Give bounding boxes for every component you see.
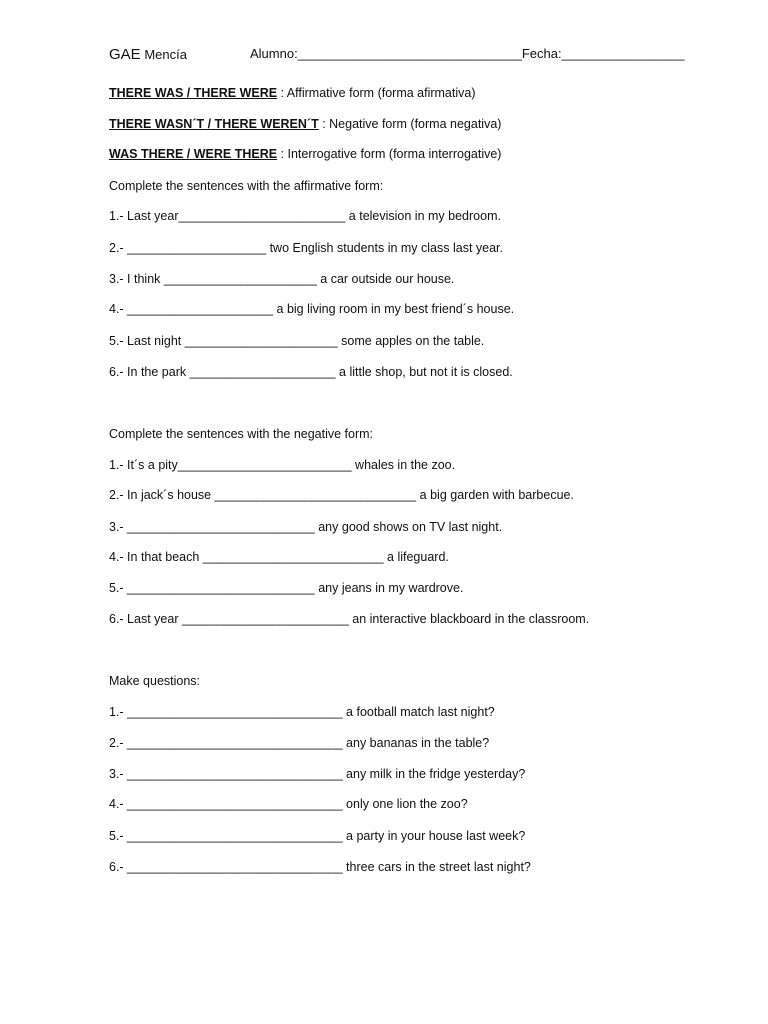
form-key: THERE WASN´T / THERE WEREN´T [109, 117, 319, 131]
form-desc: : Affirmative form (forma afirmativa) [277, 86, 476, 100]
exercise-item: 1.- It´s a pity_________________________ whales in the zoo. [109, 458, 456, 472]
exercise-item: 2.- In jack´s house _____________________________ a big garden with barbecue. [109, 488, 574, 502]
student-label: Alumno: [250, 46, 298, 61]
exercise-item: 6.- In the park _____________________ a little shop, but not it is closed. [109, 365, 513, 379]
exercise-item: 2.- ____________________ two English students in my class last year. [109, 241, 504, 255]
exercise-item: 2.- _______________________________ any bananas in the table? [109, 736, 490, 750]
exercise-item: 4.- In that beach __________________________ a lifeguard. [109, 550, 449, 564]
exercise-item: 6.- _______________________________ three cars in the street last night? [109, 860, 531, 874]
school-name: Mencía [144, 47, 187, 62]
student-field [250, 46, 685, 61]
student-blank[interactable]: _______________________________ [297, 46, 522, 61]
exercise-item: 3.- ___________________________ any good shows on TV last night. [109, 520, 503, 534]
form-affirmative [109, 86, 476, 100]
exercise-item: 6.- Last year ________________________ an interactive blackboard in the classroom. [109, 612, 590, 626]
date-blank[interactable]: _________________ [561, 46, 685, 61]
exercise-item: 1.- _______________________________ a football match last night? [109, 705, 495, 719]
section-instruction: Complete the sentences with the affirmative form: [109, 179, 384, 193]
exercise-item: 5.- Last night ______________________ some apples on the table. [109, 334, 485, 348]
exercise-item: 5.- ___________________________ any jeans in my wardrove. [109, 581, 464, 595]
form-key: WAS THERE / WERE THERE [109, 147, 278, 161]
exercise-item: 3.- I think ______________________ a car outside our house. [109, 272, 455, 286]
school-abbr: GAE [109, 46, 141, 63]
form-desc: : Interrogative form (forma interrogative) [277, 147, 502, 161]
exercise-item: 4.- _____________________ a big living room in my best friend´s house. [109, 302, 515, 316]
exercise-item: 5.- _______________________________ a party in your house last week? [109, 829, 526, 843]
exercise-item: 1.- Last year________________________ a television in my bedroom. [109, 209, 501, 223]
section-instruction: Complete the sentences with the negative form: [109, 427, 374, 441]
form-negative [109, 117, 501, 131]
form-interrogative [109, 147, 501, 161]
school-label [109, 46, 187, 63]
exercise-item: 3.- _______________________________ any milk in the fridge yesterday? [109, 767, 526, 781]
exercise-item: 4.- _______________________________ only one lion the zoo? [109, 797, 468, 811]
date-label: Fecha: [521, 46, 562, 61]
section-instruction: Make questions: [109, 674, 201, 688]
form-key: THERE WAS / THERE WERE [109, 86, 278, 100]
form-desc: : Negative form (forma negativa) [318, 117, 502, 131]
